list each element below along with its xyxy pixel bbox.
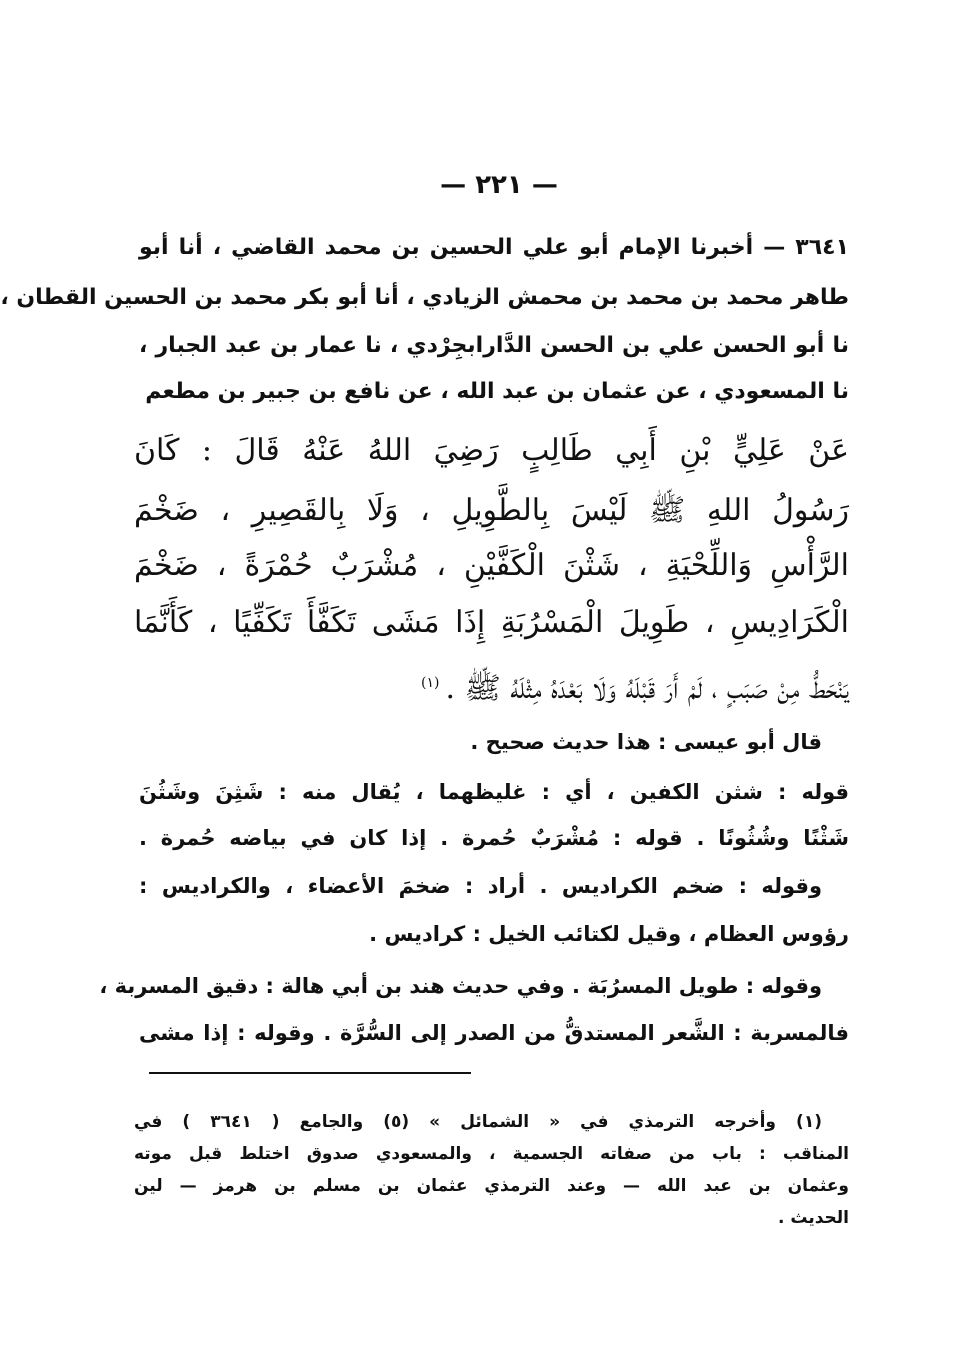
- commentary-line-2: شَثْنًا وشُثُونًا . قوله : مُشْرَبٌ حُمرة . إذا كان في بياضه حُمرة .: [139, 826, 849, 850]
- commentary-line-3: وقوله : ضخم الكراديس . أراد : ضخمَ الأعضاء ، والكراديس :: [139, 874, 822, 898]
- footnote-line-1: (١) وأخرجه الترمذي في « الشمائل » (٥) والجامع ( ٣٦٤١ ) في: [134, 1112, 822, 1132]
- footnote-line-2: المناقب : باب من صفاته الجسمية ، والمسعودي صدوق اختلط قبل موته: [134, 1144, 849, 1164]
- isnad-line-1: ٣٦٤١ — أخبرنا الإمام أبو علي الحسين بن محمد القاضي ، أنا أبو: [139, 235, 849, 260]
- grading: قال أبو عيسى : هذا حديث صحيح .: [470, 730, 822, 754]
- commentary-line-5: وقوله : طويل المسرُبَة . وفي حديث هند بن أبي هالة : دقيق المسربة ،: [99, 974, 822, 998]
- hadith-line-4: الْكَرَادِيسِ ، طَوِيلَ الْمَسْرُبَةِ إِذَا مَشَى تَكَفَّأَ تَكَفِّيًا ، كَأَنَّمَا: [134, 605, 849, 640]
- hadith-line-2: رَسُولُ اللهِ ﷺ لَيْسَ بِالطَّوِيلِ ، وَلَا بِالقَصِيرِ ، ضَخْمَ: [134, 493, 849, 528]
- page-number: — ٢٢١ —: [440, 170, 558, 200]
- footnote-separator: [149, 1072, 471, 1074]
- isnad-line-2: طاهر محمد بن محمد بن محمش الزيادي ، أنا أبو بكر محمد بن الحسين القطان ،: [0, 285, 849, 310]
- isnad-line-3: نا أبو الحسن علي بن الحسن الدَّارابجِرْدي ، نا عمار بن عبد الجبار ،: [139, 333, 849, 358]
- commentary-line-4: رؤوس العظام ، وقيل لكتائب الخيل : كراديس .: [369, 922, 849, 946]
- hadith-line-1: عَنْ عَلِيٍّ بْنِ أَبِي طَالِبٍ رَضِيَ اللهُ عَنْهُ قَالَ : كَانَ: [134, 433, 849, 468]
- footnote-line-3: وعثمان بن عبد الله — وعند الترمذي عثمان بن مسلم بن هرمز — لين: [134, 1176, 849, 1196]
- commentary-line-1: قوله : شثن الكفين ، أي : غليظهما ، يُقال منه : شَثِنَ وشَثُنَ: [139, 780, 849, 804]
- hadith-line-3: الرَّأْسِ وَاللِّحْيَةِ ، شَثْنَ الْكَفَّيْنِ ، مُشْرَبٌ حُمْرَةً ، ضَخْمَ: [134, 548, 849, 583]
- footnote-reference: (١): [421, 675, 440, 691]
- commentary-line-6: فالمسربة : الشَّعر المستدقُّ من الصدر إلى السُّرَّة . وقوله : إذا مشى: [139, 1021, 849, 1045]
- isnad-line-4: نا المسعودي ، عن عثمان بن عبد الله ، عن نافع بن جبير بن مطعم: [145, 379, 849, 404]
- hadith-line-5: [134, 657, 849, 715]
- hadith-line-5-text: يَنْحَطُّ مِنْ صَبَبٍ ، لَمْ أَرَ قَبْلَهُ وَلَا بَعْدَهُ مِثْلَهُ ﷺ .: [445, 671, 849, 706]
- footnote-line-4: الحديث .: [777, 1208, 849, 1228]
